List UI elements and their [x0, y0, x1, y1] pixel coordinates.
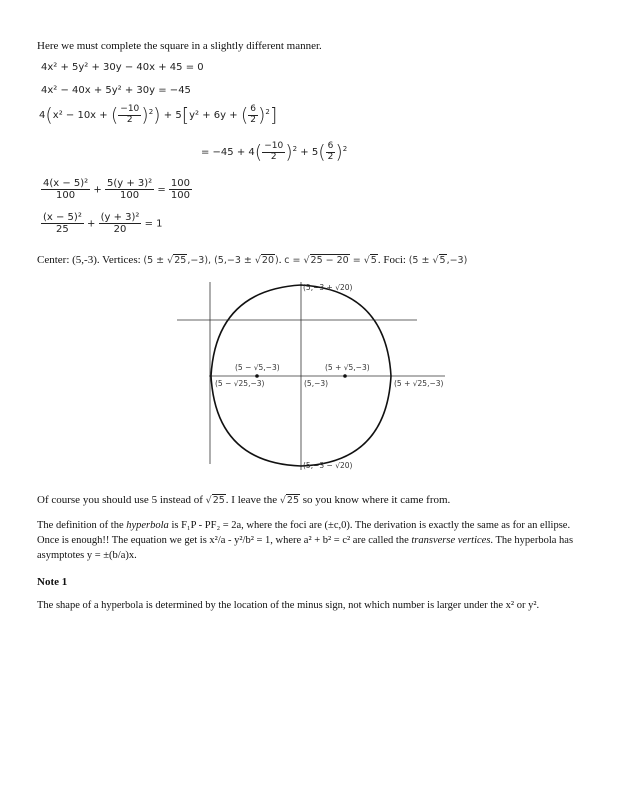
equation-3: 4(x² − 10x + ( $\frac{-10}{2}$ )$^2$) + 5[y² + 6y + ( $\frac{6}{2}$ )$^2$]: [39, 103, 278, 126]
eq4-lhs: = −45 + 4: [201, 147, 255, 158]
eq5-frac-c: $\frac{100}{100}$: [170, 178, 190, 201]
foci-expr: (5 ± √5,−3): [408, 255, 468, 266]
eq3-fraction: $\frac{-10}{2}$: [120, 103, 140, 125]
eq4-fraction: $\frac{-10}{2}$: [264, 140, 284, 162]
center-label: Center: (5,-3). Vertices:: [37, 254, 141, 266]
eq5-frac-a: $\frac{\text{4(x − 5)²}}{100}$: [43, 178, 89, 201]
equation-5: $\frac{\text{4(x − 5)²}}{100}$ + $\frac{\text{5(y + 3)²}}{100}$ = $\frac{100}{100}$: [43, 178, 190, 201]
eq3-fraction2: $\frac{6}{2}$: [250, 103, 256, 125]
label-bottom: (5,−3 − √20): [303, 461, 353, 470]
focus-right-point: [343, 374, 347, 378]
foci-label: . Foci:: [377, 254, 406, 266]
equation-1: 4x² + 5y² + 30y − 40x + 45 = 0: [41, 62, 204, 73]
focus-left-point: [255, 374, 259, 378]
label-focus-right: (5 + √5,−3): [325, 363, 370, 372]
term-hyperbola: hyperbola: [126, 520, 169, 531]
eq3-plus: + 5: [163, 110, 182, 121]
vertices-expr: (5 ± √25,−3), (5,−3 ± √20): [143, 255, 279, 266]
note-line: Of course you should use 5 instead of √25. I leave the √25 so you know where it came from.: [37, 494, 451, 506]
note-radical-1: 25: [212, 495, 225, 506]
note-line-c: so you know where it came from.: [302, 494, 451, 506]
term-transverse-vertices: transverse vertices: [411, 534, 491, 546]
label-vertex-left: (5 − √25,−3): [215, 379, 265, 388]
eq3-coef: 4: [39, 110, 46, 121]
eq6-rhs: = 1: [144, 218, 163, 230]
summary-line: Center: (5,-3). Vertices: (5 ± √25,−3), (5,−3 ± √20). c = √25 − 20 = √5. Foci: (5 ± √5,−3): [37, 254, 468, 266]
ellipse-graph: [175, 278, 445, 470]
intro-text: Here we must complete the square in a slightly different manner.: [37, 40, 322, 52]
note1-text: The shape of a hyperbola is determined by the location of the minus sign, not which number is larger under the x² or y².: [37, 600, 540, 611]
c-expr: c = √25 − 20 = √5: [284, 255, 377, 266]
hyperbola-paragraph: The definition of the hyperbola is F₁P - PF₂ = 2a, where the foci are (±c,0). The derivation is exactly the same as for an ellipse. Once is enough!! The equation we get is x²/a - y²/b² = 1, where a² + b² = c² are called the transverse vertices. The hyperbola has asymptotes y = ±(b/a)x.: [37, 520, 574, 561]
eq4-plus: + 5: [300, 147, 319, 158]
label-center: (5,−3): [304, 379, 329, 388]
note-line-a: Of course you should use 5 instead of: [37, 494, 203, 506]
eq4-fraction2: $\frac{6}{2}$: [327, 140, 334, 162]
eq6-frac-b: $\frac{\text{(y + 3)²}}{20}$: [100, 212, 140, 235]
eq3-term2: y² + 6y +: [189, 110, 238, 121]
eq3-term: x² − 10x +: [52, 110, 108, 121]
label-focus-left: (5 − √5,−3): [235, 363, 280, 372]
equation-4: = −45 + 4( $\frac{-10}{2}$ )$^2$ + 5( $\frac{6}{2}$ )$^2$: [201, 140, 348, 163]
equation-2: 4x² − 40x + 5y² + 30y = −45: [41, 85, 191, 96]
note-radical-2: 25: [286, 495, 300, 506]
eq6-frac-a: $\frac{\text{(x − 5)²}}{25}$: [43, 212, 82, 235]
note1-heading: Note 1: [37, 576, 68, 588]
note-line-b: . I leave the: [225, 494, 278, 506]
label-top: (5,−3 + √20): [303, 283, 353, 292]
eq5-frac-b: $\frac{\text{5(y + 3)²}}{100}$: [106, 178, 153, 201]
label-vertex-right: (5 + √25,−3): [394, 379, 444, 388]
equation-6: $\frac{\text{(x − 5)²}}{25}$ + $\frac{\text{(y + 3)²}}{20}$ = 1: [43, 212, 163, 235]
